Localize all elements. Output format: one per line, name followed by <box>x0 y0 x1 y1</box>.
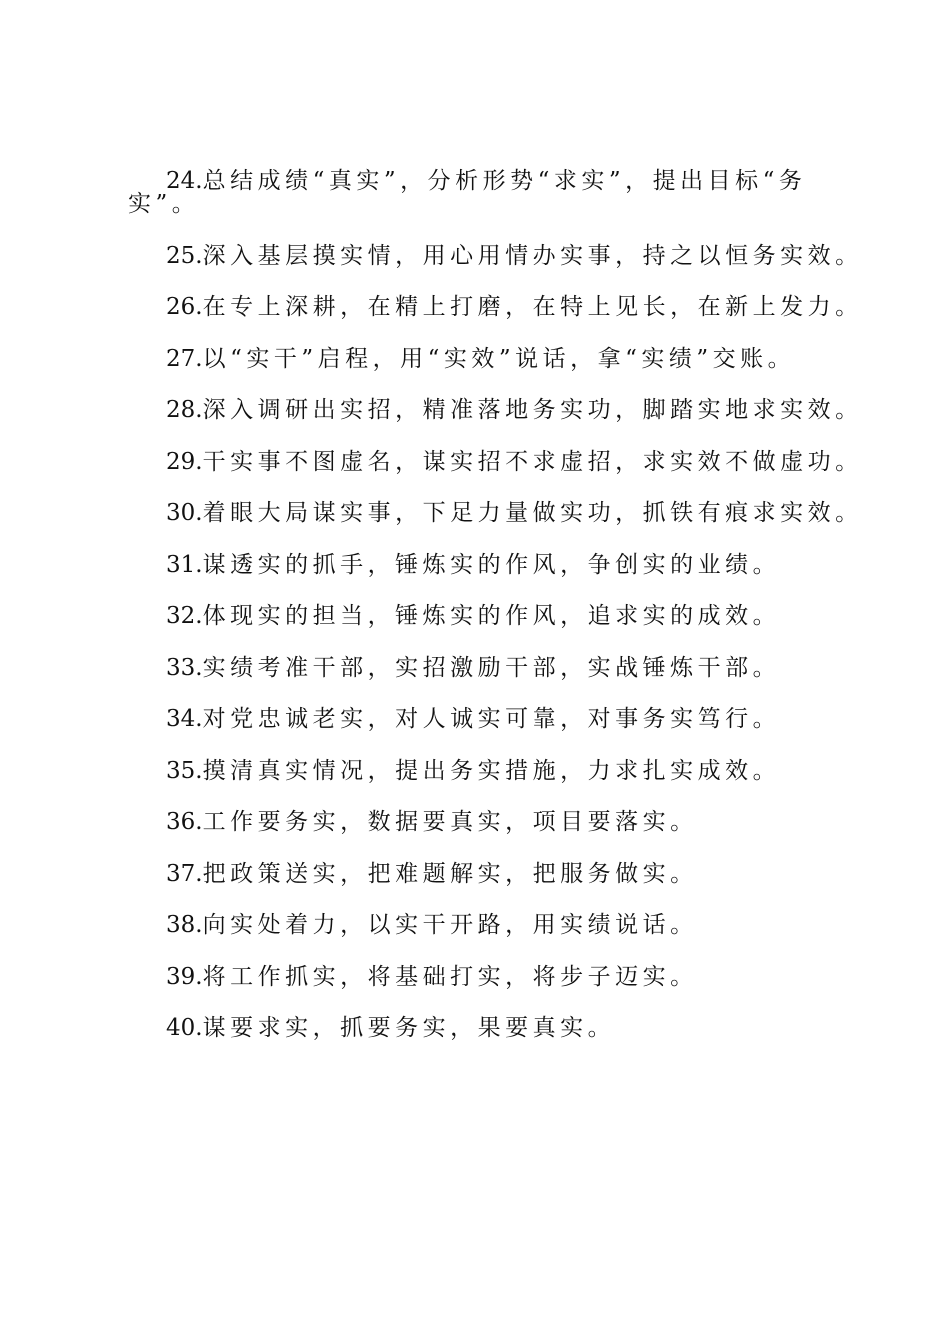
item-text: 向实处着力，以实干开路，用实绩说话。 <box>202 912 698 938</box>
list-item-26 <box>128 294 863 320</box>
item-number: 29. <box>166 448 203 475</box>
item-text: 将工作抓实，将基础打实，将步子迈实。 <box>202 963 698 990</box>
item-number: 37. <box>166 860 203 887</box>
item-text: 深入调研出实招，精准落地务实功，脚踏实地求实效。 <box>202 397 863 423</box>
item-number: 28. <box>166 397 203 423</box>
list-item-35 <box>128 758 834 784</box>
list-item-32 <box>128 603 834 629</box>
list-item-24 <box>128 168 834 217</box>
item-number: 34. <box>166 706 203 732</box>
item-text-continuation: 实”。 <box>128 191 200 217</box>
item-text: 对党忠诚老实，对人诚实可靠，对事务实笃行。 <box>202 706 781 732</box>
item-number: 31. <box>166 551 203 578</box>
item-text: 以“实干”启程，用“实效”说话，拿“实绩”交账。 <box>202 345 796 372</box>
list-item-29 <box>128 448 863 475</box>
list-item-28 <box>128 397 863 423</box>
item-text: 把政策送实，把难题解实，把服务做实。 <box>202 860 698 887</box>
list-item-34 <box>128 706 834 732</box>
list-item-39 <box>128 964 834 990</box>
item-text: 深入基层摸实情，用心用情办实事，持之以恒务实效。 <box>202 242 863 269</box>
list-item-36 <box>128 809 834 835</box>
item-text: 工作要务实，数据要真实，项目要落实。 <box>202 809 698 835</box>
list-item-31 <box>128 552 834 578</box>
item-number: 40. <box>166 1015 203 1041</box>
item-text: 总结成绩“真实”，分析形势“求实”，提出目标“务 <box>202 168 807 194</box>
item-number: 26. <box>166 294 203 320</box>
item-number: 24. <box>166 168 203 194</box>
item-number: 25. <box>166 242 203 269</box>
item-text: 实绩考准干部，实招激励干部，实战锤炼干部。 <box>202 654 781 681</box>
list-item-30 <box>128 500 863 526</box>
item-text: 谋透实的抓手，锤炼实的作风，争创实的业绩。 <box>202 551 781 578</box>
item-number: 33. <box>166 654 203 681</box>
list-item-40 <box>128 1015 834 1041</box>
item-number: 35. <box>166 757 203 784</box>
item-text: 干实事不图虚名，谋实招不求虚招，求实效不做虚功。 <box>202 448 863 475</box>
list-item-37 <box>128 861 834 887</box>
item-text: 着眼大局谋实事，下足力量做实功，抓铁有痕求实效。 <box>202 500 863 526</box>
list-item-38 <box>128 912 834 938</box>
item-number: 27. <box>166 345 203 372</box>
item-number: 32. <box>166 603 203 629</box>
list-item-25 <box>128 242 863 269</box>
item-number: 30. <box>166 500 203 526</box>
document-body <box>128 168 863 1067</box>
list-item-27 <box>128 346 834 372</box>
item-number: 39. <box>166 963 203 990</box>
item-number: 38. <box>166 912 203 938</box>
item-text: 谋要求实，抓要务实，果要真实。 <box>202 1015 616 1041</box>
list-item-33 <box>128 655 834 681</box>
list-item-line <box>128 168 834 194</box>
item-text: 摸清真实情况，提出务实措施，力求扎实成效。 <box>202 757 781 784</box>
item-number: 36. <box>166 809 203 835</box>
item-text: 体现实的担当，锤炼实的作风，追求实的成效。 <box>202 603 781 629</box>
item-text: 在专上深耕，在精上打磨，在特上见长，在新上发力。 <box>202 294 863 320</box>
